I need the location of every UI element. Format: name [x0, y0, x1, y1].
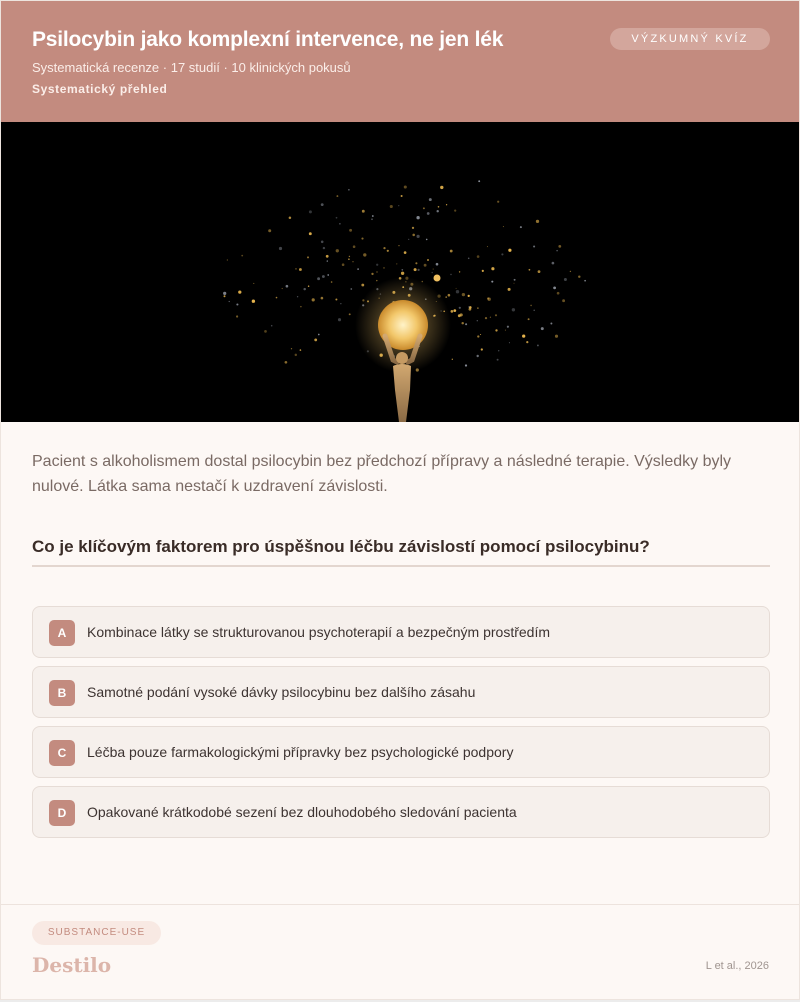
option-d[interactable]	[32, 786, 770, 838]
option-letter: D	[49, 800, 75, 826]
option-letter: A	[49, 620, 75, 646]
topic-tag: SUBSTANCE-USE	[32, 921, 161, 945]
option-label: Opakované krátkodobé sezení bez dlouhodobého sledování pacienta	[87, 804, 517, 820]
option-letter: C	[49, 740, 75, 766]
option-letter: B	[49, 680, 75, 706]
option-label: Kombinace látky se strukturovanou psychoterapií a bezpečným prostředím	[87, 624, 551, 640]
option-a[interactable]	[32, 606, 770, 658]
footer-divider	[1, 904, 800, 905]
header	[1, 1, 800, 122]
hero-image	[1, 122, 800, 422]
divider	[32, 565, 770, 567]
question-text: Co je klíčovým faktorem pro úspěšnou léčbu závislostí pomocí psilocybinu?	[32, 537, 650, 556]
quiz-badge: VÝZKUMNÝ KVÍZ	[610, 28, 770, 50]
citation: L et al., 2026	[705, 960, 769, 972]
option-label: Léčba pouze farmakologickými přípravky bez psychologické podpory	[87, 744, 514, 760]
page-title: Psilocybin jako komplexní intervence, ne jen lék	[32, 28, 504, 51]
intro-text: Pacient s alkoholismem dostal psilocybin bez předchozí přípravy a následné terapie. Výsledky byly nulové. Látka sama nestačí k uzdravení závislosti.	[32, 453, 732, 495]
option-label: Samotné podání vysoké dávky psilocybinu bez dalšího zásahu	[87, 684, 476, 700]
option-c[interactable]	[32, 726, 770, 778]
option-b[interactable]	[32, 666, 770, 718]
brand-logo: Destilo	[32, 953, 112, 977]
answer-options	[32, 606, 770, 846]
category-label: Systematický přehled	[32, 82, 168, 96]
study-meta: Systematická recenze · 17 studií · 10 klinických pokusů	[32, 60, 351, 75]
figure-holding-glowing-orb-illustration	[1, 122, 800, 422]
